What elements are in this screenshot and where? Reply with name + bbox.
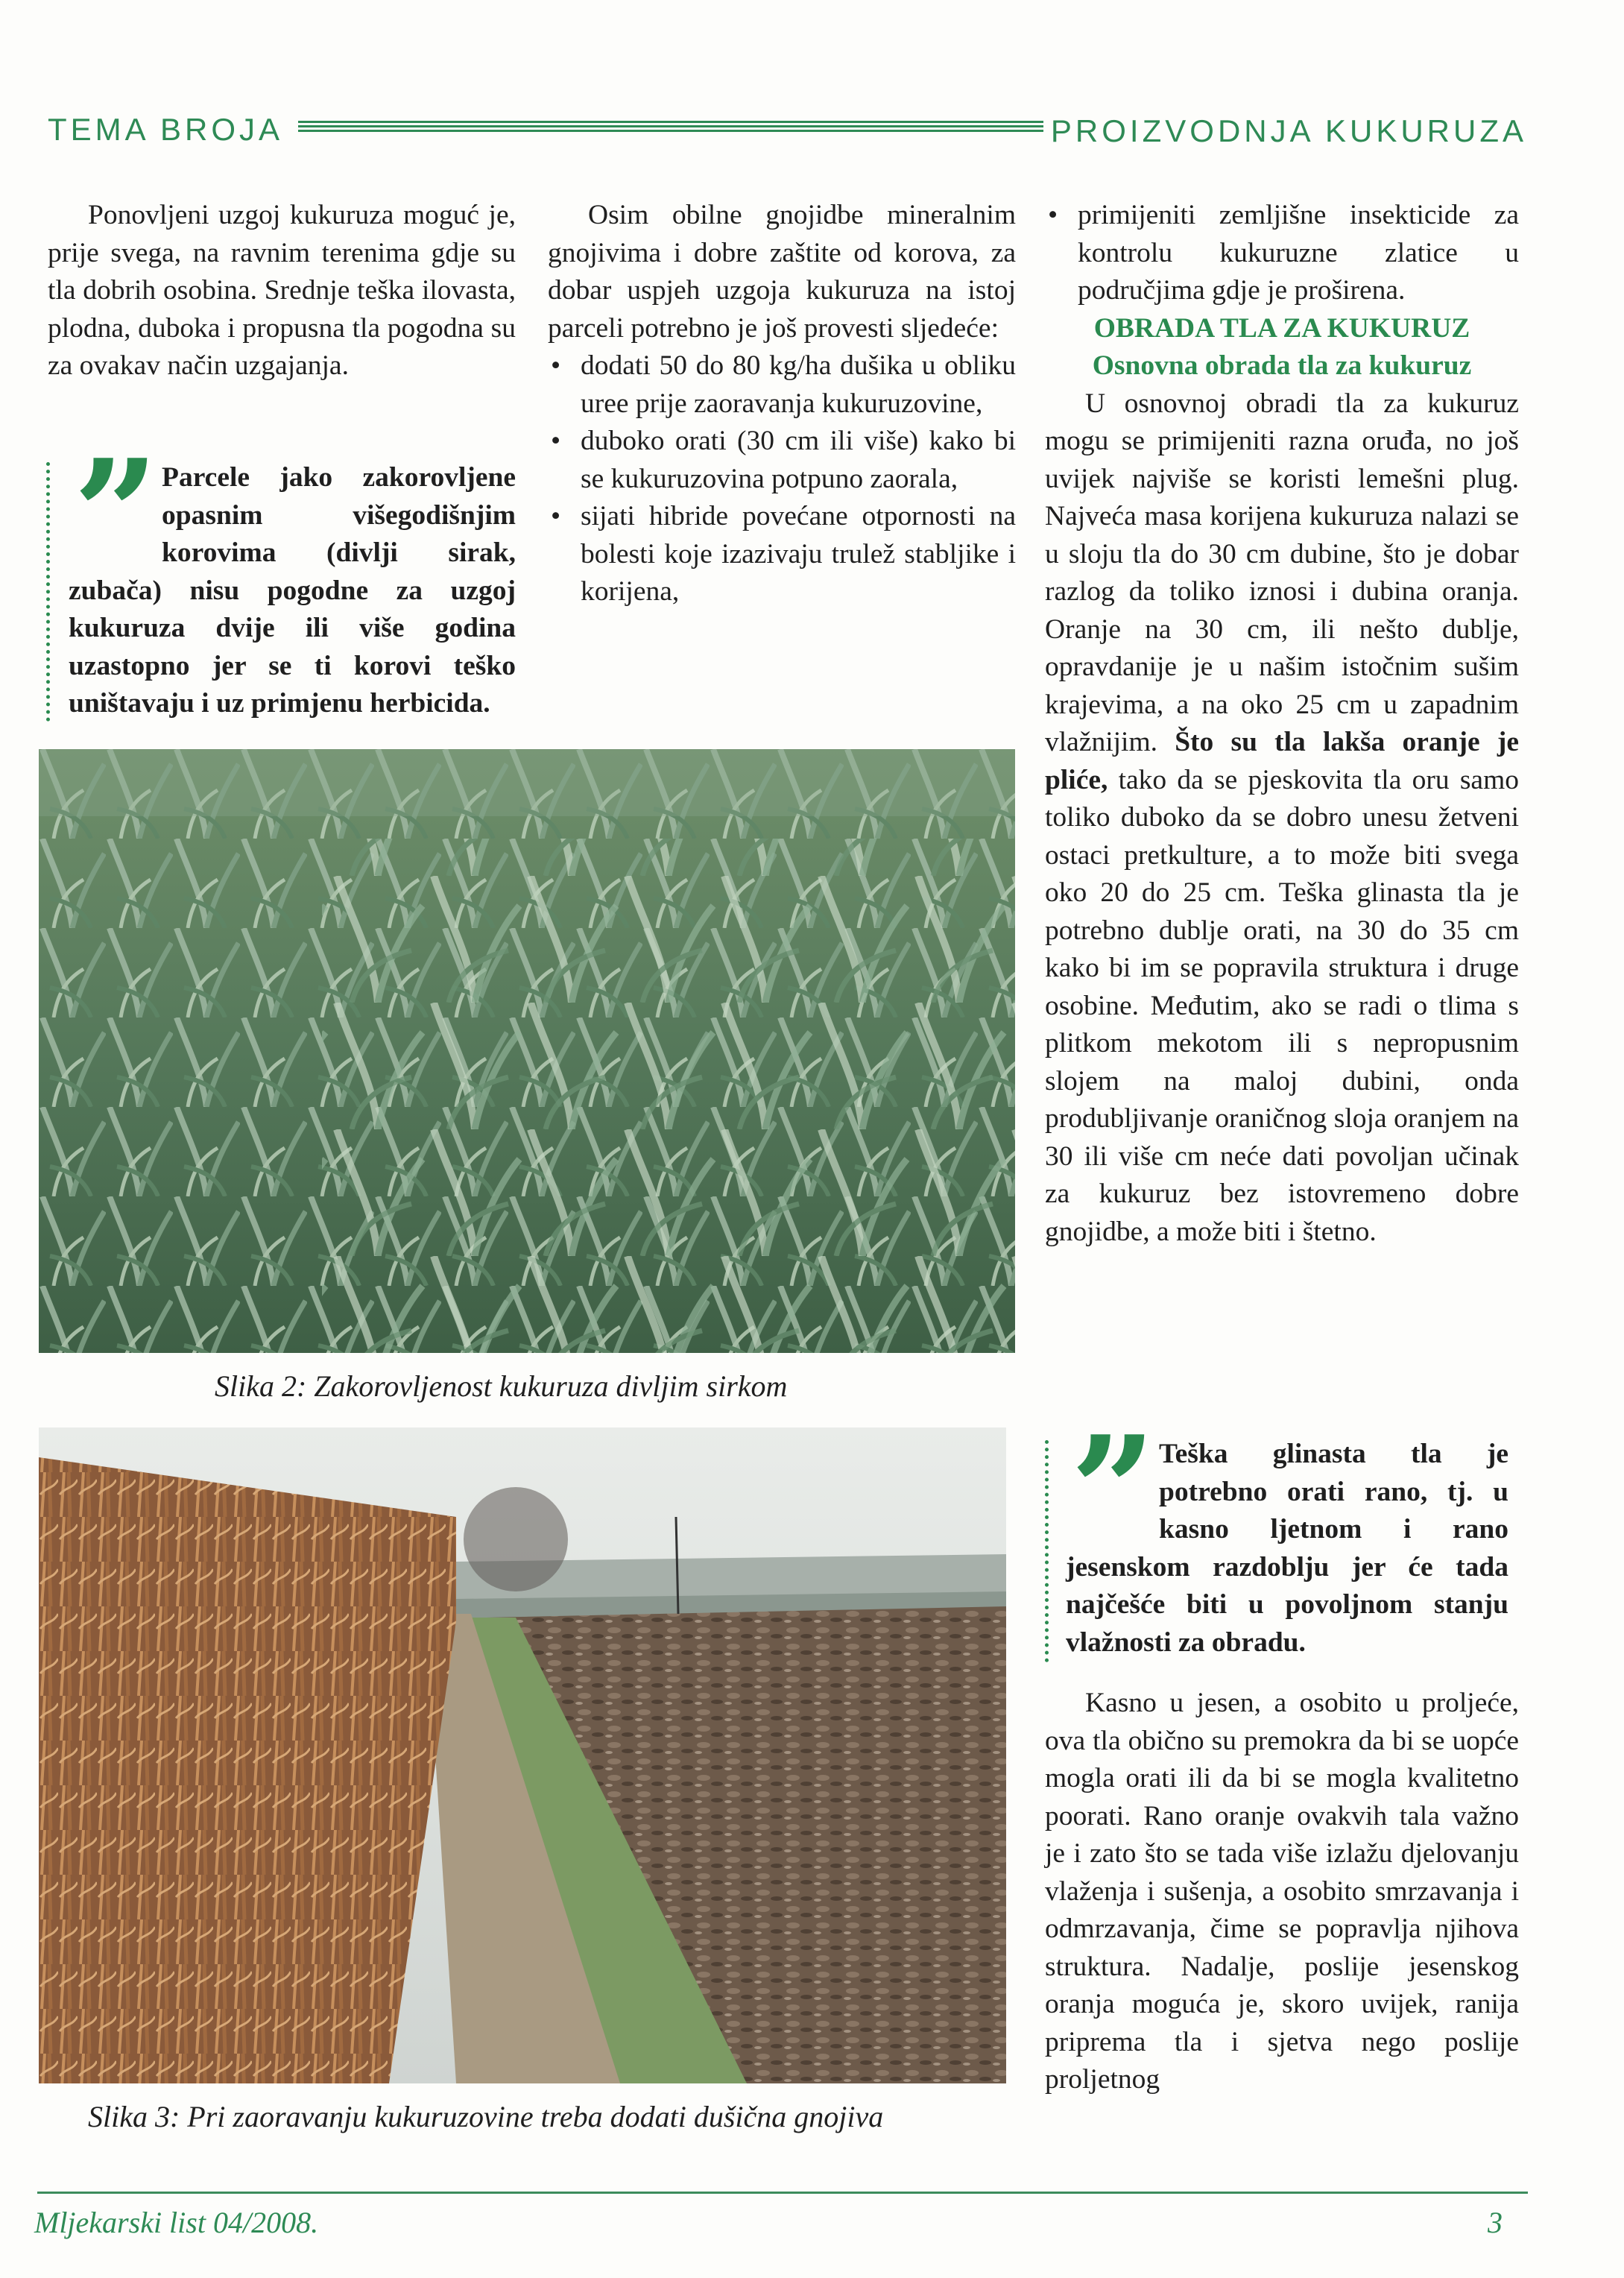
page-number: 3 bbox=[1488, 2206, 1503, 2239]
column-2 bbox=[548, 197, 1016, 611]
measures-list bbox=[548, 347, 1016, 611]
pull-quote-2 bbox=[1066, 1404, 1508, 1662]
section-subheading: Osnovna obrada tla za kukuruz bbox=[1092, 350, 1472, 381]
list-item: • duboko orati (30 cm ili više) kako bi se kukuruzovina potpuno zaorala, bbox=[548, 423, 1016, 498]
list-item: • dodati 50 do 80 kg/ha dušika u obliku uree prije zaoravanja kukuruzovine, bbox=[548, 347, 1016, 423]
section-label: TEMA BROJA bbox=[48, 112, 284, 147]
pull-quote-1-text: Parcele jako zakorovljene opasnim višegodišnjim korovima (divlji sirak, zubača) nisu pogodne za uzgoj kukuruza dvije ili više godina uzastopno jer se ti korovi teško uništavaju i uz primjenu herbicida. bbox=[69, 462, 516, 719]
photo-weedy-maize bbox=[39, 749, 1015, 1353]
tillage-text-b: tako da se pjeskovita tla oru samo toliko duboko da se dobro unesu žetveni ostaci pretkulture, a to može biti svega oko 20 do 25 cm. Teška glinasta tla je potrebno dublje orati, na 30 do 35 cm kako bi im se popravila struktura i druge osobine. Međutim, ako se radi o tlima s plitkom mekotom ili s nepropusnim slojem na maloj dubini, onda produbljivanje oraničnog sloja oranjem na 30 ili više cm neće dati povoljan učinak za kukuruz bez istovremeno dobre gnojidbe, a može biti i štetno. bbox=[1045, 764, 1519, 1247]
figure-3-caption: Slika 3: Pri zaoravanju kukuruzovine treba dodati dušična gnojiva bbox=[88, 2100, 884, 2133]
footer-rule bbox=[37, 2192, 1528, 2194]
pull-quote-1 bbox=[69, 427, 516, 723]
section-heading: OBRADA TLA ZA KUKURUZ bbox=[1093, 312, 1470, 344]
weedy-maize-image bbox=[39, 749, 1015, 1353]
topic-label: PROIZVODNJA KUKURUZA bbox=[1050, 113, 1527, 148]
quote-mark-icon: ” bbox=[73, 427, 146, 602]
tillage-text-a: U osnovnoj obradi tla za kukuruz mogu se primijeniti razna oruđa, no još uvijek najviše se koristi lemešni plug. Najveća masa korijena kukuruza nalazi se u sloju tla do 30 cm dubine, što je dobar razlog da toliko iznosi i dubina oranja. Oranje na 30 cm, ili nešto dublje, opravdanije je u našim istočnim sušim krajevima, a na oko 25 cm u zapadnim vlažnijim. bbox=[1045, 388, 1519, 757]
column-3-continued bbox=[1045, 1685, 1519, 2099]
ploughed-field-image bbox=[39, 1427, 1006, 2083]
header-rule bbox=[298, 121, 1043, 137]
figure-2-caption: Slika 2: Zakorovljenost kukuruza divljim sirkom bbox=[215, 1369, 788, 1403]
column-1 bbox=[48, 197, 516, 385]
autumn-paragraph: Kasno u jesen, a osobito u proljeće, ova tla obično su premokra da bi se uopće mogla orati ili da bi se mogla kvalitetno poorati. Rano oranje ovakvih tala važno je i zato što se tada više izlažu djelovanju vlaženja i sušenja, a osobito smrzavanja i odmrzavanja, čime se popravlja njihova struktura. Nadalje, poslije jesenskog oranja moguća je, skoro uvijek, ranija priprema tla i sjetva nego poslije proljetnog bbox=[1045, 1688, 1519, 2095]
column-2-intro: Osim obilne gnojidbe mineralnim gnojivima i dobre zaštite od korova, za dobar uspjeh uzgoja kukuruza na istoj parceli potrebno je još provesti sljedeće: bbox=[548, 200, 1016, 344]
pull-quote-2-text: Teška glinasta tla je potrebno orati rano, tj. u kasno ljetnom i rano jesenskom razdoblju jer će tada najčešće biti u povoljnom stanju vlažnosti za obradu. bbox=[1066, 1439, 1508, 1658]
list-item: • sijati hibride povećane otpornosti na bolesti koje izazivaju trulež stabljike i korijena, bbox=[548, 498, 1016, 611]
photo-ploughed-field bbox=[39, 1427, 1006, 2083]
pull-quote-1-dots bbox=[46, 462, 50, 722]
publication-name: Mljekarski list 04/2008. bbox=[34, 2206, 319, 2239]
intro-paragraph: Ponovljeni uzgoj kukuruza moguć je, prije svega, na ravnim terenima gdje su tla dobrih osobina. Srednje teška ilovasta, plodna, duboka i propusna tla pogodna su za ovakav način uzgajanja. bbox=[48, 200, 516, 381]
list-item: • primijeniti zemljišne insekticide za kontrolu kukuruzne zlatice u područjima gdje je proširena. bbox=[1045, 197, 1519, 310]
pull-quote-2-dots bbox=[1045, 1440, 1049, 1662]
tillage-paragraph bbox=[1045, 385, 1519, 1252]
quote-mark-icon: ” bbox=[1070, 1404, 1143, 1579]
insecticide-list bbox=[1045, 197, 1519, 310]
tillage-bold-text: Što su tla lakša oranje je pliće, bbox=[1045, 727, 1519, 795]
column-3 bbox=[1045, 197, 1519, 1251]
